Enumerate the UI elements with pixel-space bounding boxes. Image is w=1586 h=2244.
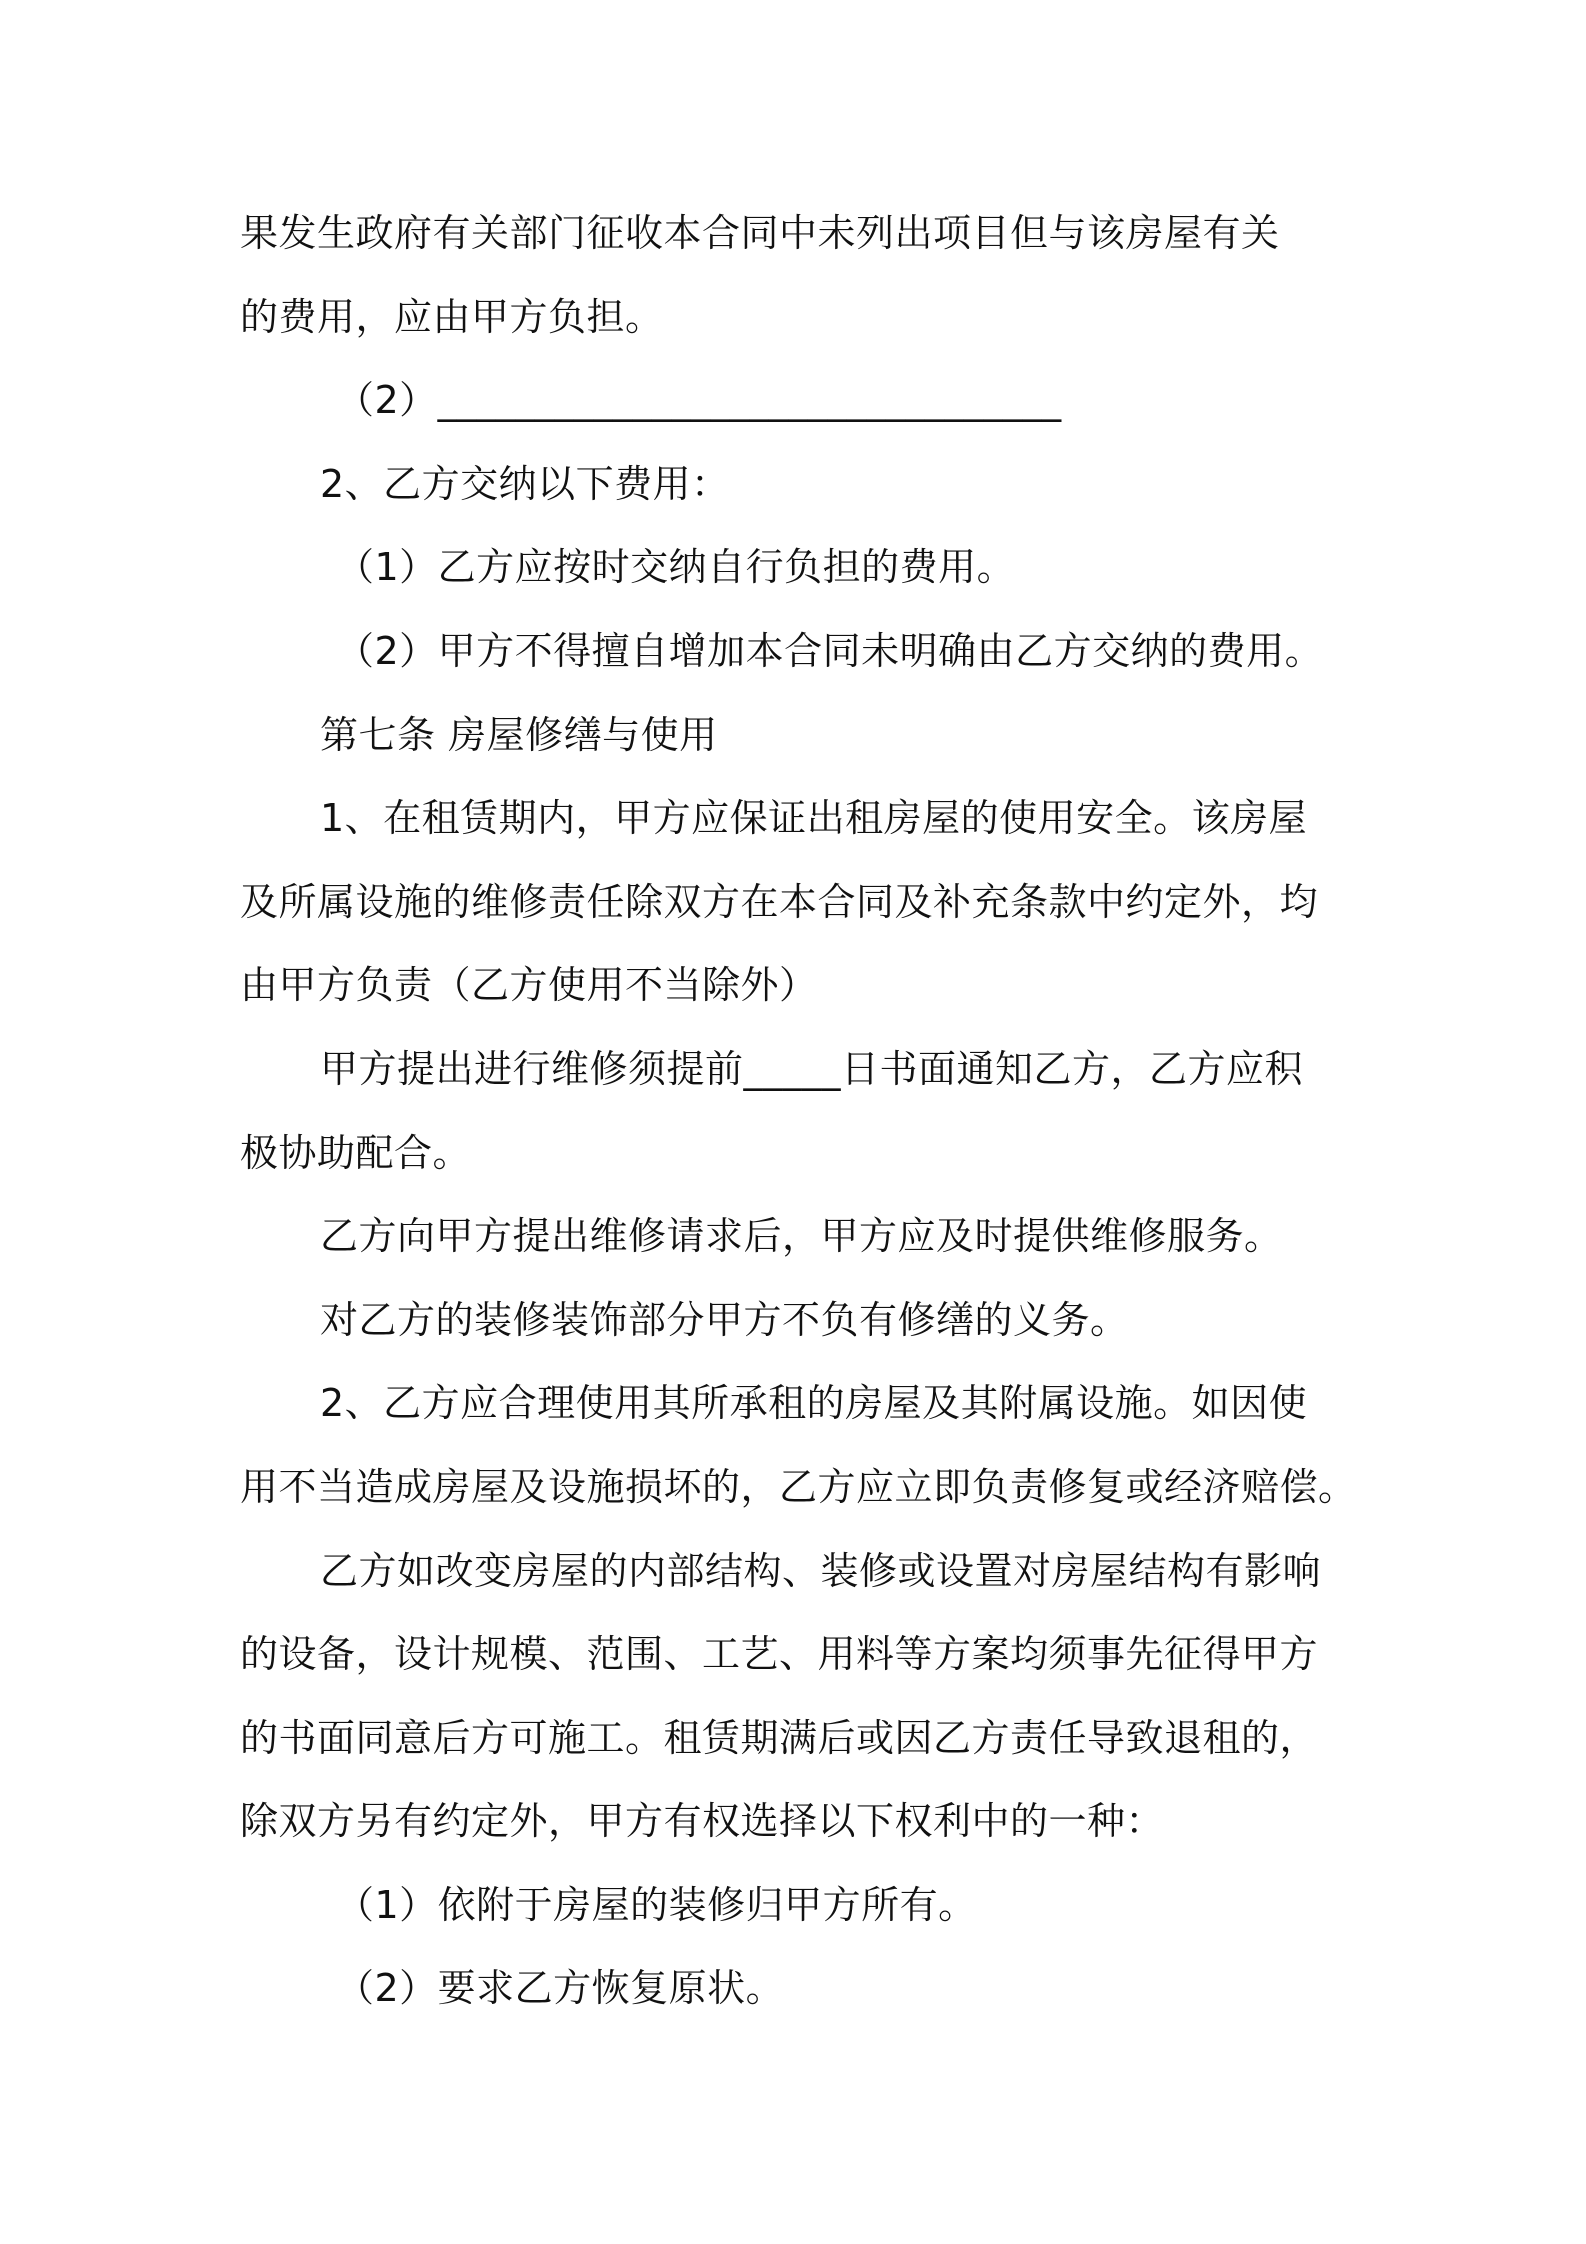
paragraph-line: 1、在租赁期内，甲方应保证出租房屋的使用安全。该房屋: [320, 796, 1308, 841]
paragraph-line: 乙方如改变房屋的内部结构、装修或设置对房屋结构有影响: [320, 1548, 1322, 1593]
document-body: [240, 192, 1360, 2031]
paragraph-line: 的费用，应由甲方负担。: [240, 294, 664, 339]
paragraph-line: 的设备，设计规模、范围、工艺、用料等方案均须事先征得甲方: [240, 1632, 1319, 1677]
paragraph-line: 用不当造成房屋及设施损坏的，乙方应立即负责修复或经济赔偿。: [240, 1464, 1357, 1509]
paragraph-line: 果发生政府有关部门征收本合同中未列出项目但与该房屋有关: [240, 211, 1280, 255]
paragraph-line: 对乙方的装修装饰部分甲方不负有修缮的义务。: [320, 1297, 1129, 1342]
paragraph-line: 2、乙方应合理使用其所承租的房屋及其附属设施。如因使: [320, 1381, 1308, 1426]
paragraph-line: 及所属设施的维修责任除双方在本合同及补充条款中约定外，均: [240, 879, 1319, 924]
paragraph-line: 乙方向甲方提出维修请求后，甲方应及时提供维修服务。: [320, 1214, 1283, 1259]
paragraph-line: 甲方提出进行维修须提前_____日书面通知乙方，乙方应积: [320, 1046, 1304, 1091]
clause-heading: 2、乙方交纳以下费用：: [320, 461, 730, 506]
paragraph-line: 极协助配合。: [240, 1130, 472, 1175]
list-item: （1）乙方应按时交纳自行负担的费用。: [336, 545, 1016, 590]
list-item: （1）依附于房屋的装修归甲方所有。: [336, 1882, 977, 1927]
list-item: （2）要求乙方恢复原状。: [336, 1966, 785, 2011]
article-heading: 第七条 房屋修缮与使用: [320, 712, 718, 757]
paragraph-line: 由甲方负责（乙方使用不当除外）: [240, 963, 818, 1008]
paragraph-line: 的书面同意后方可施工。租赁期满后或因乙方责任导致退租的，: [240, 1715, 1319, 1760]
list-item: （2）甲方不得擅自增加本合同未明确由乙方交纳的费用。: [336, 628, 1324, 673]
list-item-blank: （2）________________________________: [336, 378, 1062, 423]
paragraph-line: 除双方另有约定外，甲方有权选择以下权利中的一种：: [240, 1799, 1165, 1844]
